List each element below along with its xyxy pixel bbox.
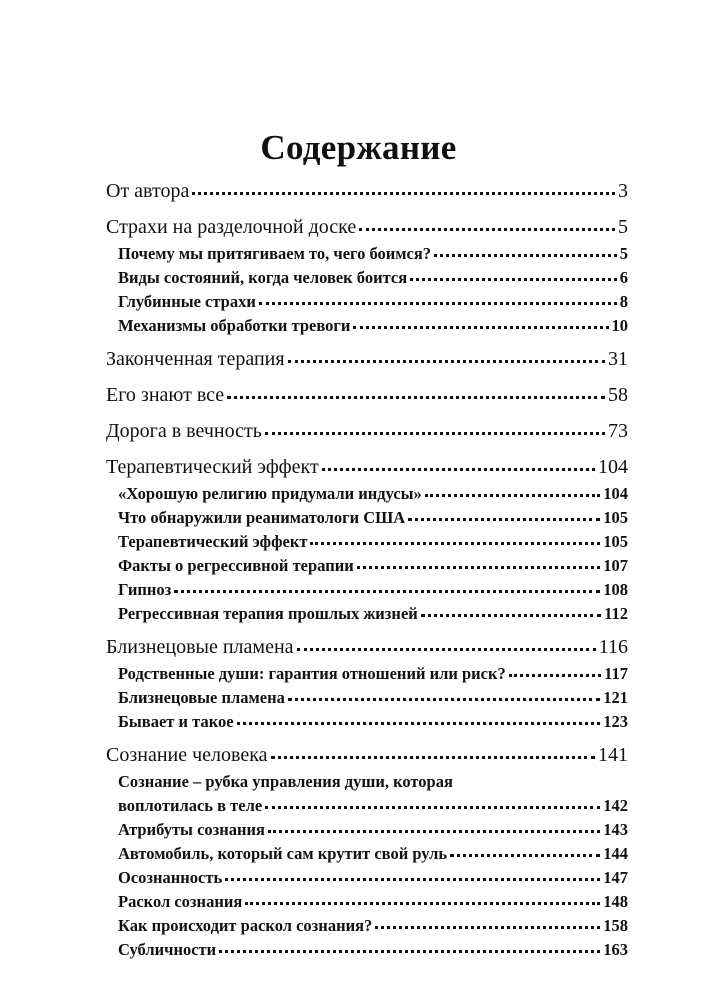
toc-chapter[interactable]	[106, 176, 628, 206]
toc-subentry[interactable]	[106, 866, 628, 890]
page-number: 5	[619, 244, 628, 263]
dot-leader	[357, 566, 601, 569]
dot-leader	[353, 326, 608, 329]
toc-subentry[interactable]	[106, 710, 628, 734]
entry-title: Субличности	[118, 940, 217, 959]
entry-title: Автомобиль, который сам крутит свой руль	[118, 844, 448, 863]
toc-subentry[interactable]	[106, 686, 628, 710]
dot-leader	[410, 278, 617, 281]
toc-subentry[interactable]	[106, 266, 628, 290]
dot-leader	[509, 674, 601, 677]
entry-title: Законченная терапия	[106, 348, 285, 370]
page-number: 147	[603, 868, 628, 887]
page-number: 10	[611, 316, 628, 335]
entry-title: Как происходит раскол сознания?	[118, 916, 373, 935]
toc-section	[106, 212, 628, 338]
toc-subentry-first-line[interactable]: Сознание – рубка управления души, которая	[118, 772, 453, 791]
toc-subentry[interactable]	[106, 890, 628, 914]
toc-section	[106, 344, 628, 374]
entry-title: Регрессивная терапия прошлых жизней	[118, 604, 418, 623]
toc-chapter[interactable]	[106, 740, 628, 770]
entry-title: От автора	[106, 180, 190, 202]
entry-title: Осознанность	[118, 868, 223, 887]
entry-title: Раскол сознания	[118, 892, 243, 911]
toc-subentry[interactable]	[106, 662, 628, 686]
dot-leader	[227, 396, 605, 399]
page-number: 142	[603, 796, 628, 815]
dot-leader	[259, 302, 617, 305]
entry-title: «Хорошую религию придумали индусы»	[118, 484, 422, 503]
page-number: 105	[603, 532, 628, 551]
toc-subentry[interactable]	[106, 314, 628, 338]
dot-leader	[174, 590, 600, 593]
toc-subentry[interactable]	[106, 554, 628, 578]
entry-title: Механизмы обработки тревоги	[118, 316, 351, 335]
entry-title: Что обнаружили реаниматологи США	[118, 508, 406, 527]
dot-leader	[271, 756, 595, 759]
entry-title: Дорога в вечность	[106, 420, 262, 442]
toc-chapter[interactable]	[106, 452, 628, 482]
dot-leader	[265, 806, 600, 809]
toc-chapter[interactable]	[106, 212, 628, 242]
toc-section	[106, 416, 628, 446]
page-number: 6	[619, 268, 628, 287]
page-number: 117	[604, 664, 628, 683]
dot-leader	[450, 854, 600, 857]
entry-title: Близнецовые пламена	[106, 636, 294, 658]
page-number: 121	[603, 688, 628, 707]
page-number: 158	[603, 916, 628, 935]
dot-leader	[421, 614, 601, 617]
page-number: 141	[598, 744, 628, 766]
page-number: 104	[598, 456, 628, 478]
entry-title: Терапевтический эффект	[118, 532, 308, 551]
page-title: Содержание	[260, 128, 457, 167]
page-number: 108	[603, 580, 628, 599]
dot-leader	[408, 518, 600, 521]
page-number: 123	[603, 712, 628, 731]
dot-leader	[219, 950, 600, 953]
page-number: 144	[603, 844, 628, 863]
dot-leader	[288, 360, 605, 363]
toc-subentry[interactable]	[106, 842, 628, 866]
toc-subentry[interactable]	[106, 938, 628, 962]
entry-title: Виды состояний, когда человек боится	[118, 268, 408, 287]
dot-leader	[310, 542, 600, 545]
toc-subentry[interactable]	[106, 242, 628, 266]
dot-leader	[359, 228, 615, 231]
page-number: 105	[603, 508, 628, 527]
page-number: 112	[604, 604, 628, 623]
toc-subentry[interactable]	[106, 506, 628, 530]
toc-chapter[interactable]	[106, 416, 628, 446]
page-number: 73	[608, 420, 628, 442]
toc-chapter[interactable]	[106, 632, 628, 662]
dot-leader	[237, 722, 601, 725]
toc-section	[106, 452, 628, 626]
entry-title: воплотилась в теле	[118, 796, 263, 815]
entry-title: Сознание человека	[106, 744, 268, 766]
toc-chapter[interactable]	[106, 380, 628, 410]
toc-section	[106, 740, 628, 962]
page-number: 5	[618, 216, 628, 238]
page-number: 58	[608, 384, 628, 406]
toc-subentry[interactable]	[106, 290, 628, 314]
page-number: 8	[619, 292, 628, 311]
dot-leader	[375, 926, 600, 929]
toc-section	[106, 380, 628, 410]
toc-section	[106, 632, 628, 734]
dot-leader	[192, 192, 615, 195]
entry-title: Факты о регрессивной терапии	[118, 556, 354, 575]
page-number: 107	[603, 556, 628, 575]
page-number: 148	[603, 892, 628, 911]
entry-title: Почему мы притягиваем то, чего боимся?	[118, 244, 432, 263]
entry-title: Близнецовые пламена	[118, 688, 285, 707]
page-number: 143	[603, 820, 628, 839]
entry-title: Родственные души: гарантия отношений или риск?	[118, 664, 506, 683]
dot-leader	[434, 254, 617, 257]
dot-leader	[322, 468, 595, 471]
entry-title: Атрибуты сознания	[118, 820, 265, 839]
toc-chapter[interactable]	[106, 344, 628, 374]
toc-subentry[interactable]	[106, 818, 628, 842]
dot-leader	[297, 648, 596, 651]
page-number: 31	[608, 348, 628, 370]
page-number: 104	[603, 484, 628, 503]
table-of-contents	[106, 176, 628, 962]
page-number: 3	[618, 180, 628, 202]
entry-title: Гипноз	[118, 580, 172, 599]
dot-leader	[245, 902, 600, 905]
dot-leader	[425, 494, 600, 497]
toc-subentry[interactable]	[106, 914, 628, 938]
page-number: 116	[598, 636, 628, 658]
toc-subentry[interactable]	[106, 794, 628, 818]
dot-leader	[265, 432, 605, 435]
toc-subentry[interactable]	[106, 530, 628, 554]
toc-subentry[interactable]	[106, 482, 628, 506]
entry-title: Терапевтический эффект	[106, 456, 319, 478]
entry-title: Глубинные страхи	[118, 292, 256, 311]
dot-leader	[268, 830, 600, 833]
entry-title: Его знают все	[106, 384, 225, 406]
toc-subentry[interactable]	[106, 578, 628, 602]
toc-section	[106, 176, 628, 206]
dot-leader	[225, 878, 600, 881]
entry-title: Бывает и такое	[118, 712, 234, 731]
dot-leader	[288, 698, 600, 701]
entry-title: Страхи на разделочной доске	[106, 216, 357, 238]
page-number: 163	[603, 940, 628, 959]
toc-subentry[interactable]	[106, 602, 628, 626]
